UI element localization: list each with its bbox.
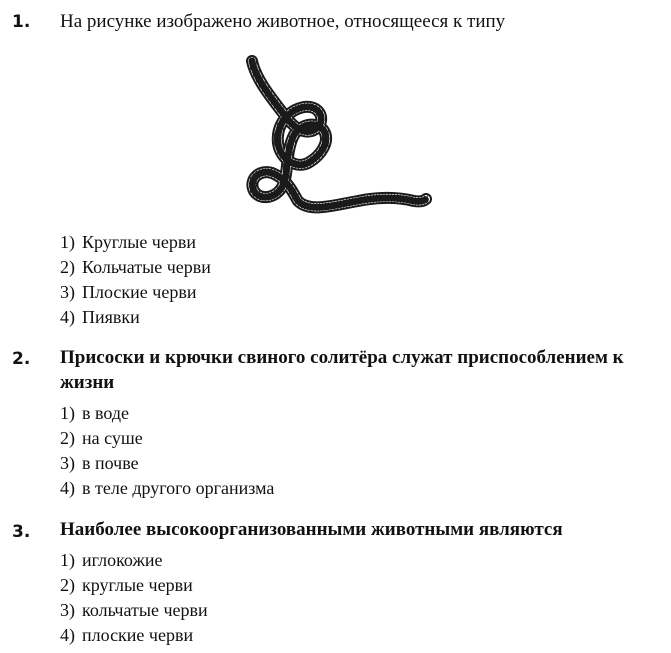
question-1-text: На рисунке изображено животное, относящееся к типу [60,11,506,32]
question-2-option-3[interactable]: 3) в почве [60,453,139,473]
question-3-option-4[interactable]: 4) плоские черви [60,625,194,645]
question-2-option-1[interactable]: 1) в воде [60,403,130,423]
question-2-option-4[interactable]: 4) в теле другого организма [60,478,275,498]
question-1-number: 1. [12,12,31,32]
question-1-option-3[interactable]: 3) Плоские черви [60,282,197,302]
question-3-option-2[interactable]: 2) круглые черви [60,575,193,595]
question-3-text: Наиболее высокоорганизованными животными являются [60,519,563,540]
question-3-option-3[interactable]: 3) кольчатые черви [60,600,208,620]
earthworm-illustration [238,55,438,220]
question-1-option-4[interactable]: 4) Пиявки [60,307,140,327]
question-3-option-1[interactable]: 1) иглокожие [60,550,163,570]
question-3-number: 3. [12,522,31,542]
question-1-option-2[interactable]: 2) Кольчатые черви [60,257,211,277]
question-2-text: Присоски и крючки свиного солитёра служат приспособлением к жизни [60,347,624,393]
question-2-option-2[interactable]: 2) на суше [60,428,143,448]
question-2-number: 2. [12,349,31,369]
question-1-option-1[interactable]: 1) Круглые черви [60,232,196,252]
